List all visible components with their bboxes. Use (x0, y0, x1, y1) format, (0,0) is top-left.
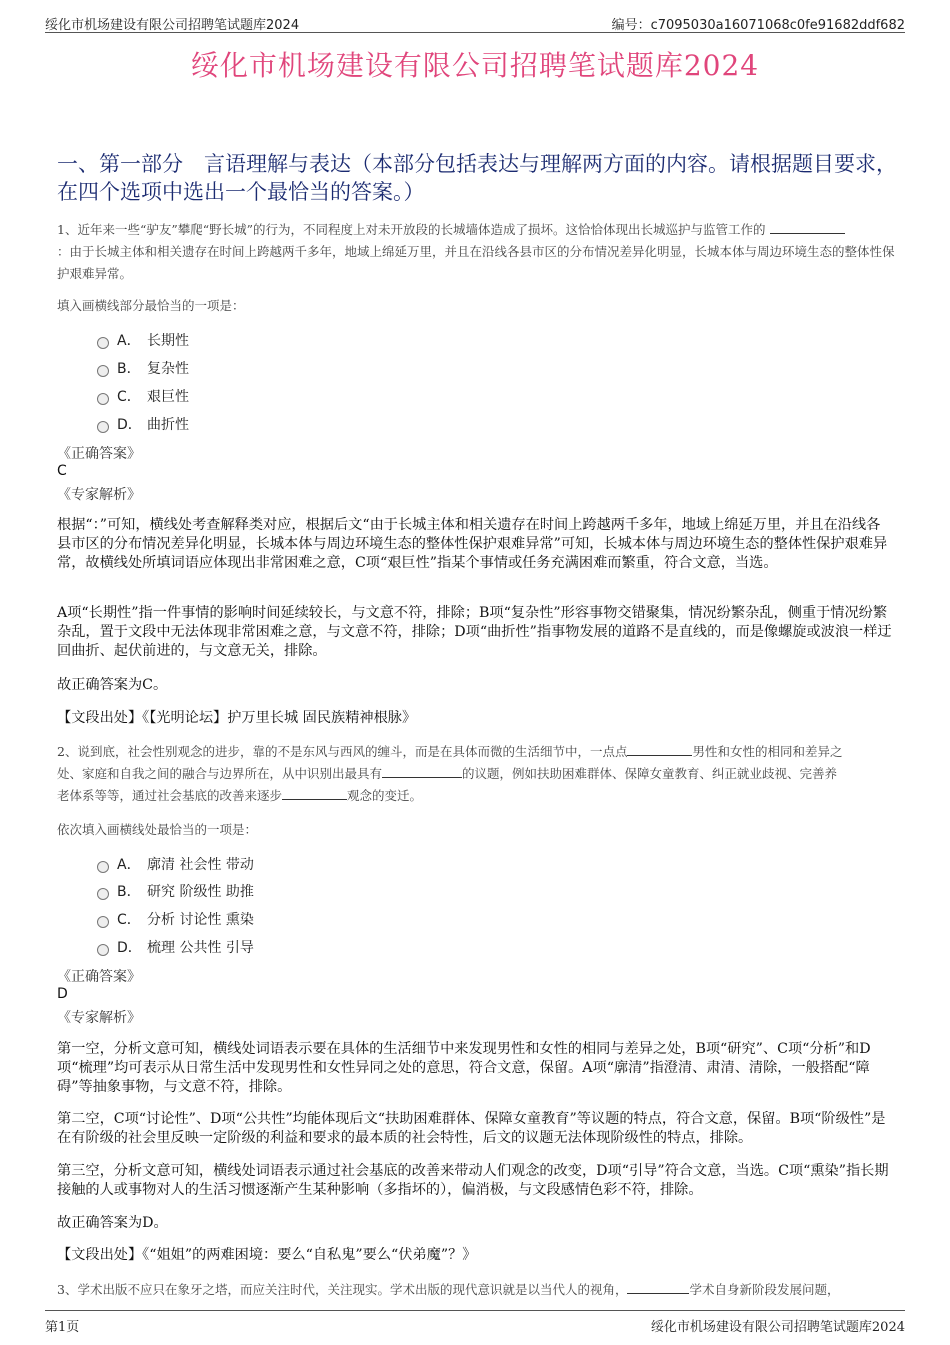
page-title: 绥化市机场建设有限公司招聘笔试题库2024 (190, 49, 760, 82)
radio-icon[interactable] (97, 365, 109, 377)
q2-option-c[interactable]: C． 分析 讨论性 熏染 (97, 909, 254, 929)
radio-icon[interactable] (97, 916, 109, 928)
q2-source: 【文段出处】《“姐姐”的两难困境：要么“自私鬼”要么“伏弟魔”？》 (57, 1247, 477, 1263)
radio-icon[interactable] (97, 393, 109, 405)
q1-analysis-p2: A项“长期性”指一件事情的影响时间延续较长，与文意不符，排除；B项“复杂性”形容事物交错聚集，情况纷繁杂乱，侧重于情况纷繁杂乱，置于文段中无法体现非常困难之意，与文意不符，排除；D项“曲折性”指事物发展的道路不是直线的，而是像螺旋或波浪一样迂回曲折、起伏前进的，与文意无关，排除。 (57, 605, 892, 659)
header-title: 绥化市机场建设有限公司招聘笔试题库2024 (45, 18, 300, 33)
q2-answer: D (57, 986, 68, 1002)
q1-analysis-label: 《专家解析》 (57, 487, 141, 503)
page-number: 第1页 (45, 1320, 80, 1335)
q2-answer-label: 《正确答案》 (57, 969, 141, 985)
header-doc-id: 编号：c7095030a16071068c0fe91682ddf682 (611, 18, 905, 33)
q2-option-a[interactable]: A． 廓清 社会性 带动 (97, 854, 254, 874)
question-2-blank-1 (627, 742, 692, 756)
q2-analysis-p4: 故正确答案为D。 (57, 1215, 168, 1231)
q1-option-b[interactable]: B． 复杂性 (97, 358, 189, 378)
question-3-stem: 3、学术出版不应只在象牙之塔，而应关注时代，关注现实。学术出版的现代意识就是以当代人的视角， 学术自身新阶段发展问题， (57, 1282, 840, 1297)
q1-source: 【文段出处】《【光明论坛】护万里长城 固民族精神根脉》 (57, 710, 417, 726)
radio-icon[interactable] (97, 337, 109, 349)
radio-icon[interactable] (97, 421, 109, 433)
q2-analysis-p2: 第二空，C项“讨论性”、D项“公共性”均能体现后文“扶助困难群体、保障女童教育”等议题的特点，符合文意，保留。B项“阶级性”是在有阶级的社会里反映一定阶级的利益和要求的最本质的社会特性，后文的议题无法体现阶级性的特点，排除。 (57, 1111, 886, 1146)
page-footer (45, 1310, 905, 1335)
question-1-blank (770, 220, 845, 234)
q1-analysis-p1: 根据“：”可知，横线处考查解释类对应，根据后文“由于长城主体和相关遗存在时间上跨越两千多年，地域上绵延万里，并且在沿线各县市区的分布情况差异化明显，长城本体与周边环境生态的整体性保护艰难异常”可知，长城本体与周边环境生态的整体性保护艰难异常，故横线处所填词语应体现出非常困难之意，C项“艰巨性”指某个事情或任务充满困难而繁重，符合文意，当选。 (57, 517, 888, 571)
radio-icon[interactable] (97, 944, 109, 956)
q1-analysis-p3: 故正确答案为C。 (57, 677, 168, 693)
q1-answer: C (57, 463, 67, 479)
q1-option-c[interactable]: C． 艰巨性 (97, 386, 189, 406)
question-1-stem (57, 219, 897, 285)
question-3-blank (627, 1280, 689, 1294)
q1-option-d[interactable]: D． 曲折性 (97, 414, 189, 434)
q2-analysis-label: 《专家解析》 (57, 1010, 141, 1026)
question-1-prompt: 填入画横线部分最恰当的一项是： (57, 298, 245, 313)
q2-option-b[interactable]: B． 研究 阶级性 助推 (97, 881, 254, 901)
footer-title: 绥化市机场建设有限公司招聘笔试题库2024 (650, 1320, 905, 1335)
q1-option-a[interactable]: A． 长期性 (97, 330, 189, 350)
question-2-blank-3 (282, 786, 347, 800)
q2-analysis-p1: 第一空，分析文意可知，横线处词语表示要在具体的生活细节中来发现男性和女性的相同与差异之处，B项“研究”、C项“分析”和D项“梳理”均可表示从日常生活中发现男性和女性异同之处的意思，符合文意，保留。A项“廓清”指澄清、肃清、清除，一般搭配“障碍”等抽象事物，与文意不符，排除。 (57, 1041, 871, 1095)
question-1-text-a: 1、近年来一些“驴友”攀爬“野长城”的行为，不同程度上对未开放段的长城墙体造成了损坏。这恰恰体现出长城巡护与监管工作的 (57, 222, 766, 237)
q1-answer-label: 《正确答案》 (57, 446, 141, 462)
question-2-stem: 2、说到底，社会性别观念的进步，靠的不是东风与西风的缠斗，而是在具体而微的生活细节中，一点点 男性和女性的相同和差异之 处、家庭和自我之间的融合与边界所在，从中识别出最具有 的议题，例如扶助困难群体、保障女童教育、纠正就业歧视、完善养 老体系等等，通过社会基底的改善来逐步 观念的变迁。 (57, 744, 843, 803)
section-heading: 一、第一部分 言语理解与表达（本部分包括表达与理解两方面的内容。请根据题目要求，在四个选项中选出一个最恰当的答案。） (57, 152, 897, 204)
q2-analysis-p3: 第三空，分析文意可知，横线处词语表示通过社会基底的改善来带动人们观念的改变，D项“引导”符合文意，当选。C项“熏染”指长期接触的人或事物对人的生活习惯逐渐产生某种影响（多指坏的），偏消极，与文段感情色彩不符，排除。 (57, 1163, 889, 1198)
radio-icon[interactable] (97, 861, 109, 873)
question-1-text-b: ：由于长城主体和相关遗存在时间上跨越两千多年，地域上绵延万里，并且在沿线各县市区的分布情况差异化明显，长城本体与周边环境生态的整体性保护艰难异常。 (57, 244, 895, 281)
radio-icon[interactable] (97, 888, 109, 900)
question-2-blank-2 (382, 764, 462, 778)
page-header (45, 8, 905, 33)
question-2-prompt: 依次填入画横线处最恰当的一项是： (57, 822, 258, 837)
q2-option-d[interactable]: D． 梳理 公共性 引导 (97, 937, 254, 957)
